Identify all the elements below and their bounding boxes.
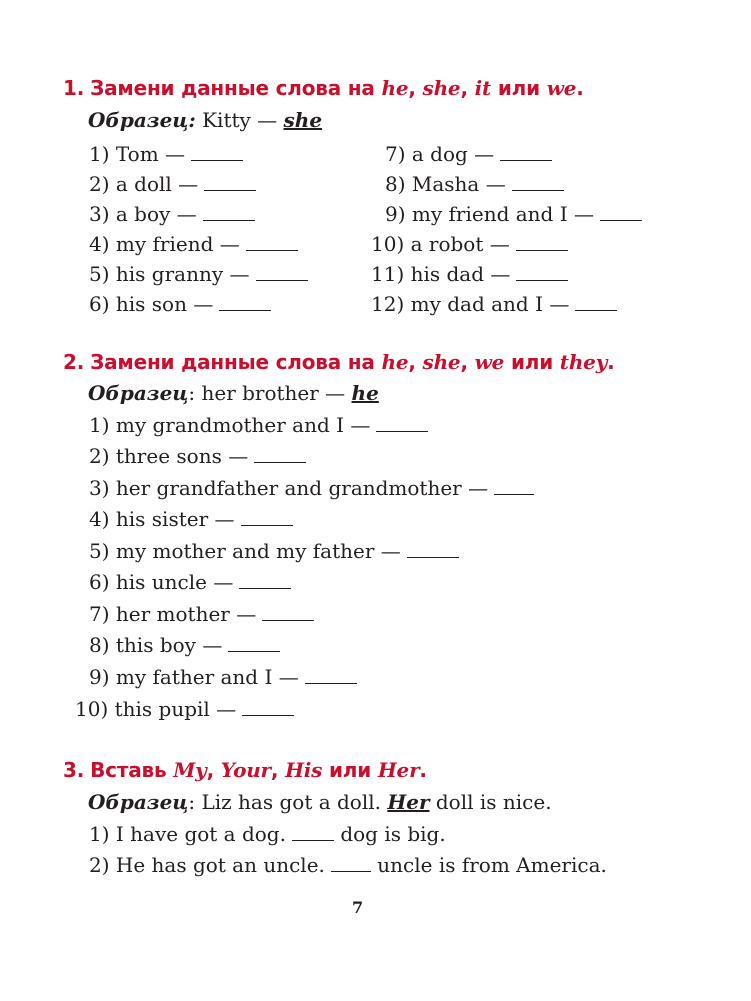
exercise-1-sample: Образец: Kitty — she	[88, 108, 323, 132]
exercise-3-sample: Образец: Liz has got a doll. Her doll is nice.	[88, 790, 552, 814]
list-item: 1) Tom —	[89, 142, 243, 166]
answer-blank[interactable]	[500, 159, 552, 161]
list-item: 1) my grandmother and I —	[89, 413, 428, 437]
list-item: 6) his son —	[89, 292, 271, 316]
answer-blank[interactable]	[516, 249, 568, 251]
answer-blank[interactable]	[191, 159, 243, 161]
list-item: 9) my father and I —	[89, 665, 357, 689]
answer-blank[interactable]	[516, 279, 568, 281]
list-item: 2) three sons —	[89, 444, 306, 468]
list-item: 3) a boy —	[89, 202, 255, 226]
exercise-2-sample: Образец: her brother — he	[88, 381, 379, 405]
answer-blank[interactable]	[407, 556, 459, 558]
answer-blank[interactable]	[305, 682, 357, 684]
answer-blank[interactable]	[262, 619, 314, 621]
answer-blank[interactable]	[512, 189, 564, 191]
list-item: 10) a robot —	[371, 232, 568, 256]
list-item: 11) his dad —	[371, 262, 568, 286]
list-item: 7) a dog —	[385, 142, 552, 166]
answer-blank[interactable]	[600, 219, 642, 221]
list-item: 8) this boy —	[89, 633, 280, 657]
list-item: 6) his uncle —	[89, 570, 291, 594]
answer-blank[interactable]	[219, 309, 271, 311]
list-item: 5) my mother and my father —	[89, 539, 459, 563]
exercise-3-title: 3. Вставь My, Your, His или Her.	[63, 758, 427, 782]
list-item: 10) this pupil —	[75, 697, 294, 721]
exercise-2-title: 2. Замени данные слова на he, she, we или they.	[63, 350, 615, 374]
list-item: 2) a doll —	[89, 172, 256, 196]
list-item: 5) his granny —	[89, 262, 308, 286]
answer-blank[interactable]	[228, 650, 280, 652]
answer-blank[interactable]	[239, 587, 291, 589]
answer-blank[interactable]	[241, 524, 293, 526]
answer-blank[interactable]	[376, 430, 428, 432]
answer-blank[interactable]	[575, 309, 617, 311]
list-item: 4) his sister —	[89, 507, 293, 531]
list-item: 1) I have got a dog. dog is big.	[89, 822, 446, 846]
answer-blank[interactable]	[246, 249, 298, 251]
answer-blank[interactable]	[292, 839, 334, 841]
answer-blank[interactable]	[494, 493, 534, 495]
answer-blank[interactable]	[256, 279, 308, 281]
list-item: 2) He has got an uncle. uncle is from America.	[89, 853, 607, 877]
page-number: 7	[352, 898, 364, 917]
list-item: 3) her grandfather and grandmother —	[89, 476, 534, 500]
answer-blank[interactable]	[331, 870, 371, 872]
list-item: 4) my friend —	[89, 232, 298, 256]
list-item: 7) her mother —	[89, 602, 314, 626]
list-item: 9) my friend and I —	[385, 202, 642, 226]
answer-blank[interactable]	[242, 714, 294, 716]
answer-blank[interactable]	[203, 219, 255, 221]
list-item: 8) Masha —	[385, 172, 564, 196]
list-item: 12) my dad and I —	[371, 292, 617, 316]
exercise-1-title: 1. Замени данные слова на he, she, it или we.	[63, 76, 584, 100]
answer-blank[interactable]	[204, 189, 256, 191]
answer-blank[interactable]	[254, 461, 306, 463]
